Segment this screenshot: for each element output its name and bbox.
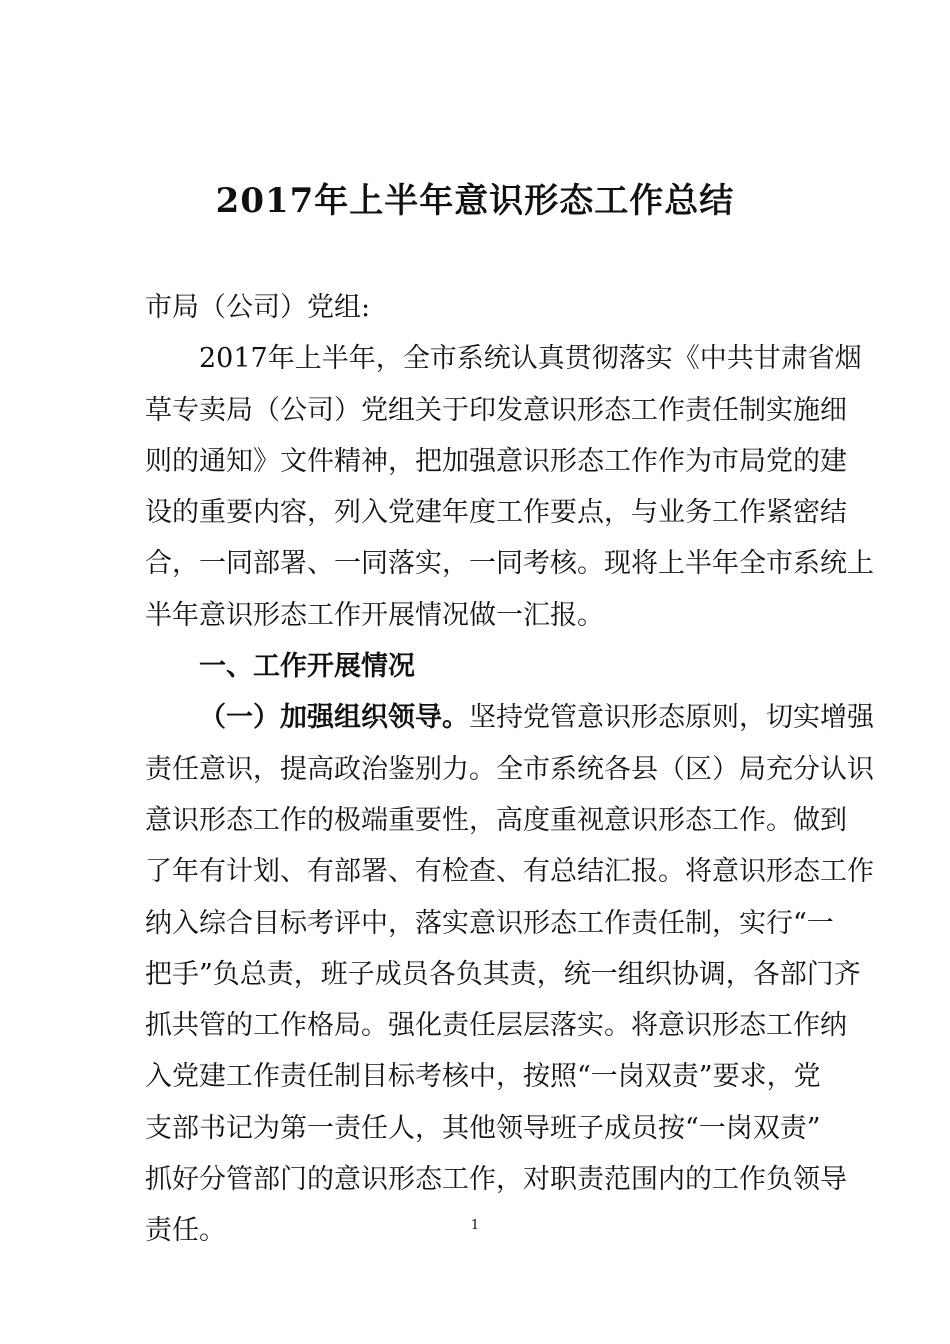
section-heading: 一、工作开展情况 xyxy=(199,651,415,683)
paragraph-line: 了年有计划、有部署、有检查、有总结汇报。将意识形态工作 xyxy=(145,856,874,888)
subsection-title: （一）加强组织领导。 xyxy=(199,702,469,734)
salutation: 市局（公司）党组: xyxy=(145,292,371,323)
paragraph-line: 草专卖局（公司）党组关于印发意识形态工作责任制实施细 xyxy=(145,394,847,426)
paragraph-line: 合，一同部署、一同落实，一同考核。现将上半年全市系统上 xyxy=(145,548,874,580)
paragraph-line: 责任意识，提高政治鉴别力。全市系统各县（区）局充分认识 xyxy=(145,753,874,785)
page-number: 1 xyxy=(470,1218,480,1233)
paragraph-last-line: 责任。 xyxy=(145,1215,226,1247)
document-title: 2017年上半年意识形态工作总结 xyxy=(215,181,735,221)
paragraph-line: 抓好分管部门的意识形态工作，对职责范围内的工作负领导 xyxy=(145,1164,847,1196)
paragraph-line: 设的重要内容，列入党建年度工作要点，与业务工作紧密结 xyxy=(145,497,847,529)
paragraph-line: 支部书记为第一责任人，其他领导班子成员按“一岗双责” xyxy=(145,1112,821,1144)
paragraph-line: 则的通知》文件精神，把加强意识形态工作作为市局党的建 xyxy=(145,445,847,477)
subsection-first-line xyxy=(145,692,874,743)
subsection-text: 坚持党管意识形态原则，切实增强 xyxy=(469,702,874,734)
paragraph-line: 意识形态工作的极端重要性，高度重视意识形态工作。做到 xyxy=(145,804,847,836)
paragraph-line: 2017年上半年，全市系统认真贯彻落实《中共甘肃省烟 xyxy=(199,343,862,375)
document-body xyxy=(145,282,874,1257)
paragraph-line: 把手”负总责，班子成员各负其责，统一组织协调，各部门齐 xyxy=(145,958,861,990)
paragraph-line: 入党建工作责任制目标考核中，按照“一岗双责”要求，党 xyxy=(145,1061,821,1093)
paragraph-line: 纳入综合目标考评中，落实意识形态工作责任制，实行“一 xyxy=(145,907,834,939)
paragraph-line: 半年意识形态工作开展情况做一汇报。 xyxy=(145,599,604,631)
paragraph-line: 抓共管的工作格局。强化责任层层落实。将意识形态工作纳 xyxy=(145,1010,847,1042)
